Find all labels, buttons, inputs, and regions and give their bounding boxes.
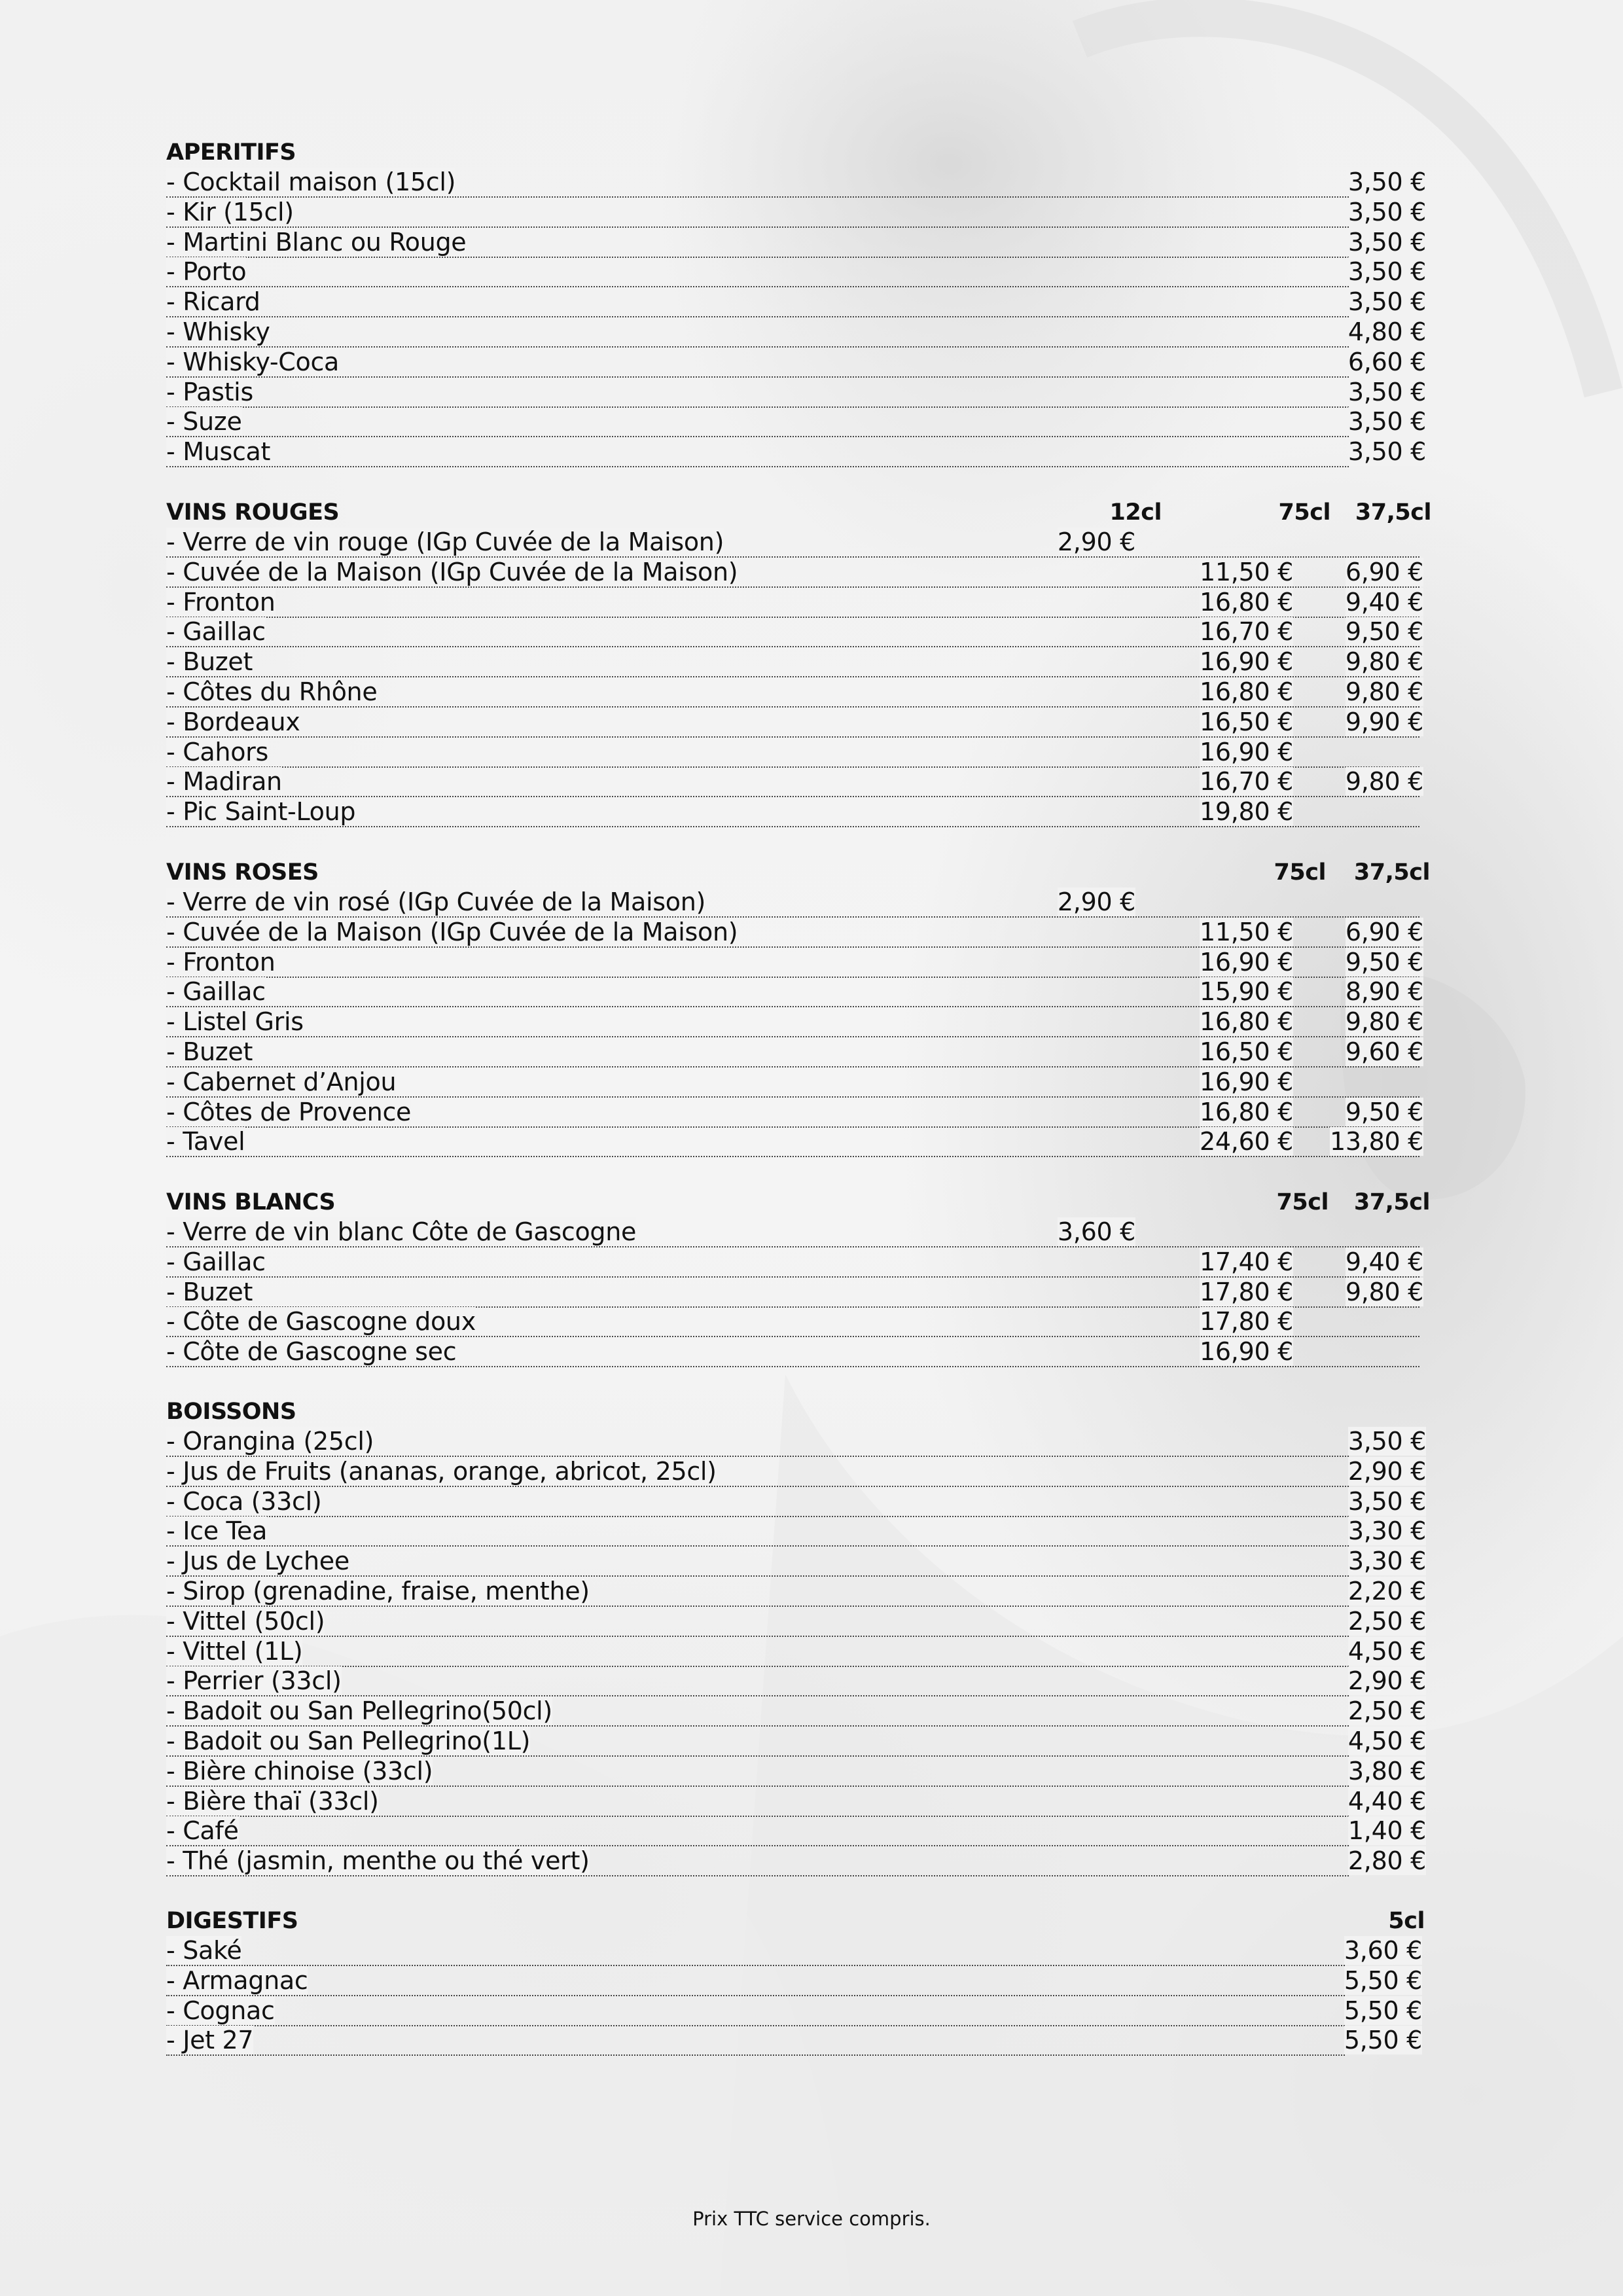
item-name: - Verre de vin blanc Côte de Gascogne (166, 1217, 637, 1246)
item-name: - Perrier (33cl) (166, 1666, 342, 1696)
menu-item-row (166, 287, 1430, 317)
item-name: - Jus de Lychee (166, 1547, 349, 1576)
item-price: 3,50 € (1347, 168, 1426, 196)
item-name: - Gaillac (166, 1247, 266, 1276)
price-37cl: 13,80 € (1330, 1127, 1423, 1157)
price-37cl: 9,80 € (1345, 677, 1423, 706)
menu-item-row (166, 437, 1430, 467)
price-37cl: 9,80 € (1345, 1007, 1423, 1037)
dot-leader (166, 1966, 1345, 1996)
col-header-37cl: 37,5cl (1355, 499, 1431, 526)
price-75cl: 16,90 € (1200, 647, 1293, 677)
item-name: - Saké (166, 1936, 242, 1965)
wine-item-row (166, 1127, 1430, 1157)
section-title: VINS BLANCS (166, 1189, 336, 1215)
dot-leader (166, 1487, 1349, 1517)
wine-item-row (166, 948, 1430, 978)
price-75cl: 11,50 € (1200, 917, 1293, 946)
price-37cl: 8,90 € (1345, 977, 1423, 1007)
price-75cl: 16,80 € (1200, 587, 1293, 617)
item-name: - Tavel (166, 1127, 245, 1157)
item-name: - Listel Gris (166, 1007, 304, 1037)
section-header (166, 857, 1430, 888)
col-header-37cl: 37,5cl (1353, 1189, 1430, 1215)
item-name: - Suze (166, 407, 242, 437)
section-header (166, 1187, 1430, 1217)
wine-item-row (166, 588, 1430, 618)
item-name: - Verre de vin rouge (IGp Cuvée de la Maison) (166, 528, 724, 556)
item-price: 2,90 € (1347, 1666, 1426, 1696)
item-price: 2,50 € (1347, 1696, 1426, 1726)
section-title: VINS ROUGES (166, 499, 340, 526)
wine-item-row (166, 558, 1430, 588)
price-75cl: 11,50 € (1200, 557, 1293, 586)
item-name: - Buzet (166, 1277, 253, 1306)
item-price: 3,50 € (1347, 437, 1426, 467)
price-75cl: 15,90 € (1200, 977, 1293, 1007)
section-header (166, 1906, 1430, 1936)
menu-item-row (166, 1547, 1430, 1577)
item-name: - Bière chinoise (33cl) (166, 1756, 433, 1785)
price-37cl: 9,60 € (1345, 1037, 1423, 1066)
item-name: - Jet 27 (166, 2026, 254, 2055)
item-price: 5,50 € (1344, 2026, 1422, 2055)
item-price: 2,50 € (1347, 1606, 1426, 1636)
price-75cl: 16,80 € (1200, 1007, 1293, 1037)
wine-item-row (166, 797, 1430, 827)
item-name: - Coca (33cl) (166, 1486, 322, 1516)
item-name: - Côte de Gascogne doux (166, 1307, 476, 1336)
item-price: 3,50 € (1347, 257, 1426, 287)
item-name: - Côtes du Rhône (166, 677, 378, 706)
wine-item-row (166, 708, 1430, 738)
section-header (166, 497, 1430, 528)
item-name: - Pic Saint-Loup (166, 797, 356, 827)
price-75cl: 16,70 € (1200, 617, 1293, 647)
item-price: 3,50 € (1347, 227, 1426, 257)
dot-leader (166, 407, 1349, 437)
wine-item-row (166, 738, 1430, 768)
price-75cl: 16,80 € (1200, 677, 1293, 706)
price-37cl: 9,80 € (1345, 1277, 1423, 1306)
price-75cl: 16,90 € (1200, 1337, 1293, 1367)
wine-item-row (166, 1278, 1430, 1308)
dot-leader (166, 1666, 1349, 1696)
wine-item-row (166, 1247, 1430, 1278)
item-price: 3,50 € (1347, 1486, 1426, 1516)
item-name: - Buzet (166, 647, 253, 677)
wine-item-row (166, 617, 1430, 647)
item-name: - Badoit ou San Pellegrino(50cl) (166, 1696, 552, 1726)
wine-item-row (166, 1037, 1430, 1067)
section-vins-blancs (166, 1187, 1430, 1367)
menu-item-row (166, 1787, 1430, 1817)
item-name: - Jus de Fruits (ananas, orange, abricot, 25cl) (166, 1456, 717, 1486)
menu-item-row (166, 228, 1430, 258)
price-75cl: 24,60 € (1200, 1127, 1293, 1157)
price-37cl: 9,90 € (1345, 707, 1423, 736)
col-header-12cl: 12cl (1109, 499, 1162, 526)
item-name: - Cocktail maison (15cl) (166, 168, 456, 196)
wine-item-row (166, 528, 1430, 558)
menu-item-row (166, 1487, 1430, 1517)
item-name: - Orangina (25cl) (166, 1427, 374, 1456)
dot-leader (166, 1936, 1345, 1966)
item-name: - Armagnac (166, 1965, 308, 1995)
item-price: 2,80 € (1347, 1846, 1426, 1876)
dot-leader (166, 1637, 1349, 1667)
item-price: 3,30 € (1347, 1516, 1426, 1546)
item-price: 4,40 € (1347, 1786, 1426, 1816)
section-aperitifs (166, 137, 1430, 467)
price-75cl: 16,90 € (1200, 1067, 1293, 1096)
wine-item-row (166, 918, 1430, 948)
dot-leader (166, 1816, 1349, 1846)
item-name: - Gaillac (166, 977, 266, 1007)
item-name: - Cuvée de la Maison (IGp Cuvée de la Maison) (166, 917, 738, 946)
item-price: 1,40 € (1347, 1816, 1426, 1846)
price-12cl: 3,60 € (1057, 1217, 1135, 1246)
price-37cl: 6,90 € (1345, 557, 1423, 586)
menu-item-row (166, 1936, 1430, 1966)
menu-item-row (166, 407, 1430, 437)
price-75cl: 16,90 € (1200, 737, 1293, 766)
dot-leader (166, 2026, 1345, 2056)
item-name: - Whisky-Coca (166, 347, 340, 376)
price-75cl: 16,50 € (1200, 707, 1293, 736)
menu-item-row (166, 1757, 1430, 1787)
menu-item-row (166, 1637, 1430, 1667)
item-name: - Cahors (166, 737, 268, 766)
item-price: 3,50 € (1347, 197, 1426, 226)
section-title: DIGESTIFS (166, 1908, 298, 1934)
item-name: - Cognac (166, 1996, 275, 2025)
section-vins-roses (166, 857, 1430, 1157)
menu-item-row (166, 257, 1430, 287)
item-price: 3,80 € (1347, 1756, 1426, 1785)
section-vins-rouges (166, 497, 1430, 827)
item-price: 3,50 € (1347, 407, 1426, 437)
item-name: - Gaillac (166, 617, 266, 647)
price-37cl: 9,50 € (1345, 1097, 1423, 1126)
price-75cl: 16,90 € (1200, 947, 1293, 977)
price-37cl: 9,40 € (1345, 587, 1423, 617)
price-75cl: 17,80 € (1200, 1277, 1293, 1306)
col-header-5cl: 5cl (1388, 1908, 1425, 1934)
menu-item-row (166, 1816, 1430, 1846)
price-37cl: 6,90 € (1345, 917, 1423, 946)
price-37cl: 9,80 € (1345, 767, 1423, 797)
item-price: 4,50 € (1347, 1636, 1426, 1666)
item-price: 2,20 € (1347, 1576, 1426, 1605)
item-name: - Cabernet d’Anjou (166, 1067, 397, 1096)
item-name: - Kir (15cl) (166, 197, 294, 226)
section-title: BOISSONS (166, 1399, 296, 1425)
wine-item-row (166, 1007, 1430, 1037)
col-header-75cl: 75cl (1274, 859, 1326, 886)
menu-item-row (166, 1966, 1430, 1996)
item-price: 3,50 € (1347, 377, 1426, 406)
menu-item-row (166, 1577, 1430, 1607)
item-name: - Porto (166, 257, 247, 287)
item-name: - Sirop (grenadine, fraise, menthe) (166, 1576, 590, 1605)
wine-item-row (166, 888, 1430, 918)
item-name: - Muscat (166, 437, 271, 467)
item-name: - Whisky (166, 317, 270, 346)
menu-item-row (166, 1427, 1430, 1457)
item-price: 4,80 € (1347, 317, 1426, 346)
price-37cl: 9,50 € (1345, 617, 1423, 647)
dot-leader (166, 287, 1349, 317)
wine-item-row (166, 677, 1430, 708)
wine-item-row (166, 1217, 1430, 1247)
menu-item-row (166, 1846, 1430, 1876)
menu-item-row (166, 1996, 1430, 2026)
item-price: 3,50 € (1347, 287, 1426, 317)
menu-item-row (166, 1696, 1430, 1727)
item-name: - Vittel (50cl) (166, 1606, 325, 1636)
price-37cl: 9,80 € (1345, 647, 1423, 677)
menu-item-row (166, 317, 1430, 348)
item-name: - Cuvée de la Maison (IGp Cuvée de la Maison) (166, 557, 738, 586)
wine-item-row (166, 1098, 1430, 1128)
col-header-75cl: 75cl (1278, 499, 1330, 526)
menu-item-row (166, 348, 1430, 378)
item-name: - Thé (jasmin, menthe ou thé vert) (166, 1846, 590, 1876)
dot-leader (166, 1607, 1349, 1637)
item-name: - Bordeaux (166, 707, 300, 736)
item-name: - Buzet (166, 1037, 253, 1066)
price-37cl: 9,50 € (1345, 947, 1423, 977)
item-name: - Vittel (1L) (166, 1636, 303, 1666)
price-37cl: 9,40 € (1345, 1247, 1423, 1276)
price-75cl: 17,80 € (1200, 1307, 1293, 1336)
item-name: - Ricard (166, 287, 260, 317)
menu-item-row (166, 1607, 1430, 1637)
section-digestifs (166, 1906, 1430, 2056)
item-price: 4,50 € (1347, 1726, 1426, 1755)
section-boissons (166, 1397, 1430, 1876)
wine-item-row (166, 1337, 1430, 1367)
item-name: - Café (166, 1816, 239, 1846)
menu-item-row (166, 198, 1430, 228)
price-12cl: 2,90 € (1057, 888, 1135, 916)
wine-item-row (166, 647, 1430, 677)
col-header-37cl: 37,5cl (1353, 859, 1430, 886)
item-name: - Martini Blanc ou Rouge (166, 227, 467, 257)
dot-leader (166, 1996, 1345, 2026)
price-75cl: 16,80 € (1200, 1097, 1293, 1126)
col-header-75cl: 75cl (1276, 1189, 1329, 1215)
item-price: 3,30 € (1347, 1547, 1426, 1576)
dot-leader (166, 198, 1349, 228)
menu-item-row (166, 1727, 1430, 1757)
item-name: - Verre de vin rosé (IGp Cuvée de la Maison) (166, 888, 706, 916)
item-name: - Badoit ou San Pellegrino(1L) (166, 1726, 531, 1755)
dot-leader (166, 348, 1349, 378)
item-name: - Ice Tea (166, 1516, 268, 1546)
item-price: 2,90 € (1347, 1456, 1426, 1486)
section-title: VINS ROSES (166, 859, 319, 886)
item-price: 3,60 € (1344, 1936, 1422, 1965)
dot-leader (166, 437, 1349, 467)
menu-item-row (166, 378, 1430, 408)
item-name: - Fronton (166, 587, 276, 617)
item-name: - Côte de Gascogne sec (166, 1337, 457, 1367)
menu-item-row (166, 1516, 1430, 1547)
menu-item-row (166, 1666, 1430, 1696)
item-name: - Madiran (166, 767, 282, 797)
price-75cl: 17,40 € (1200, 1247, 1293, 1276)
item-name: - Bière thaï (33cl) (166, 1786, 379, 1816)
dot-leader (166, 1516, 1349, 1547)
item-price: 5,50 € (1344, 1965, 1422, 1995)
item-name: - Pastis (166, 377, 253, 406)
dot-leader (166, 257, 1349, 287)
price-12cl: 2,90 € (1057, 528, 1135, 556)
footer-note: Prix TTC service compris. (692, 2208, 931, 2230)
dot-leader (166, 378, 1349, 408)
menu-item-row (166, 1457, 1430, 1487)
dot-leader (166, 317, 1349, 348)
item-price: 3,50 € (1347, 1427, 1426, 1456)
item-price: 5,50 € (1344, 1996, 1422, 2025)
menu-item-row (166, 2026, 1430, 2056)
wine-item-row (166, 1067, 1430, 1098)
price-75cl: 16,50 € (1200, 1037, 1293, 1066)
price-75cl: 19,80 € (1200, 797, 1293, 827)
section-title: APERITIFS (166, 139, 296, 166)
item-price: 6,60 € (1347, 347, 1426, 376)
wine-item-row (166, 1307, 1430, 1337)
price-75cl: 16,70 € (1200, 767, 1293, 797)
item-name: - Côtes de Provence (166, 1097, 412, 1126)
wine-item-row (166, 767, 1430, 797)
item-name: - Fronton (166, 947, 276, 977)
wine-item-row (166, 977, 1430, 1007)
menu-item-row (166, 168, 1430, 198)
